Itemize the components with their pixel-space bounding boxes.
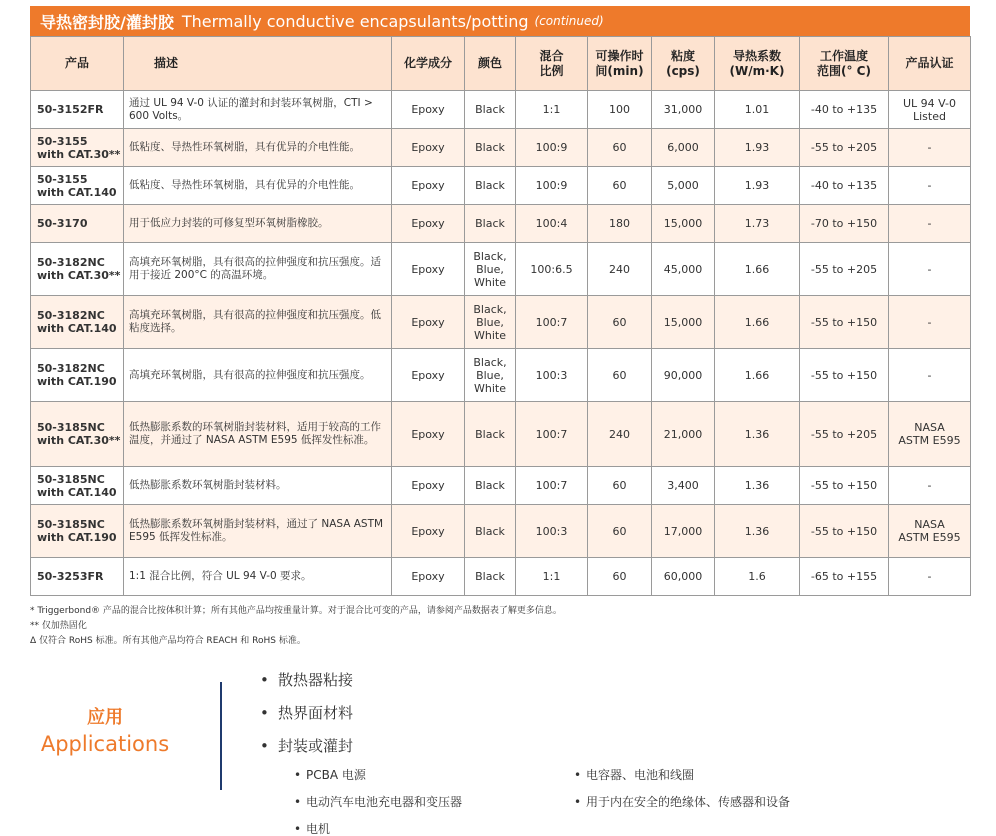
cell-chemistry: Epoxy bbox=[392, 505, 465, 558]
cell-viscosity: 15,000 bbox=[652, 205, 715, 243]
cell-thermal-conductivity: 1.6 bbox=[715, 558, 800, 596]
list-item: • 用于内在安全的绝缘体、传感器和设备 bbox=[574, 789, 790, 816]
cell-product: 50-3182NC with CAT.140 bbox=[31, 296, 124, 349]
cell-color: Black bbox=[465, 505, 516, 558]
cell-thermal-conductivity: 1.93 bbox=[715, 167, 800, 205]
cell-chemistry: Epoxy bbox=[392, 402, 465, 467]
cell-mix-ratio: 100:6.5 bbox=[516, 243, 588, 296]
col-header-viscosity: 粘度 (cps) bbox=[652, 37, 715, 91]
table-header-row bbox=[31, 37, 971, 91]
table-row bbox=[31, 205, 971, 243]
cell-mix-ratio: 100:3 bbox=[516, 505, 588, 558]
cell-temp-range: -55 to +205 bbox=[800, 243, 889, 296]
cell-certification: NASA ASTM E595 bbox=[889, 505, 971, 558]
cell-certification: - bbox=[889, 558, 971, 596]
cell-temp-range: -55 to +205 bbox=[800, 129, 889, 167]
cell-mix-ratio: 100:7 bbox=[516, 402, 588, 467]
bullet-icon: • bbox=[260, 704, 269, 722]
col-header-certification: 产品认证 bbox=[889, 37, 971, 91]
col-header-chemistry: 化学成分 bbox=[392, 37, 465, 91]
cell-certification: NASA ASTM E595 bbox=[889, 402, 971, 467]
applications-divider bbox=[220, 682, 222, 790]
cell-description: 低热膨胀系数的环氧树脂封装材料，适用于较高的工作温度，并通过了 NASA ASTM E595 低挥发性标准。 bbox=[124, 402, 392, 467]
bullet-icon: • bbox=[294, 822, 302, 836]
cell-temp-range: -40 to +135 bbox=[800, 167, 889, 205]
cell-certification: - bbox=[889, 129, 971, 167]
cell-mix-ratio: 100:9 bbox=[516, 167, 588, 205]
cell-product: 50-3155 with CAT.140 bbox=[31, 167, 124, 205]
cell-description: 通过 UL 94 V-0 认证的灌封和封装环氧树脂，CTI > 600 Volts。 bbox=[124, 91, 392, 129]
cell-mix-ratio: 100:7 bbox=[516, 296, 588, 349]
col-header-product: 产品 bbox=[31, 37, 124, 91]
cell-thermal-conductivity: 1.36 bbox=[715, 505, 800, 558]
cell-color: Black bbox=[465, 91, 516, 129]
cell-product: 50-3182NC with CAT.190 bbox=[31, 349, 124, 402]
cell-temp-range: -65 to +155 bbox=[800, 558, 889, 596]
bullet-icon: • bbox=[574, 768, 582, 782]
cell-color: Black, Blue, White bbox=[465, 296, 516, 349]
table-row bbox=[31, 243, 971, 296]
list-item: • 热界面材料 bbox=[260, 697, 353, 730]
cell-temp-range: -55 to +150 bbox=[800, 349, 889, 402]
cell-certification: UL 94 V-0 Listed bbox=[889, 91, 971, 129]
cell-temp-range: -70 to +150 bbox=[800, 205, 889, 243]
table-row bbox=[31, 558, 971, 596]
table-row bbox=[31, 167, 971, 205]
bullet-icon: • bbox=[260, 737, 269, 755]
cell-work-life: 180 bbox=[588, 205, 652, 243]
cell-description: 高填充环氧树脂，具有很高的拉伸强度和抗压强度。适用于接近 200°C 的高温环境。 bbox=[124, 243, 392, 296]
cell-work-life: 60 bbox=[588, 129, 652, 167]
cell-thermal-conductivity: 1.66 bbox=[715, 296, 800, 349]
cell-mix-ratio: 100:4 bbox=[516, 205, 588, 243]
cell-certification: - bbox=[889, 349, 971, 402]
cell-mix-ratio: 1:1 bbox=[516, 91, 588, 129]
bullet-icon: • bbox=[294, 768, 302, 782]
cell-description: 高填充环氧树脂，具有很高的拉伸强度和抗压强度。 bbox=[124, 349, 392, 402]
footnote-heat-cure: ** 仅加热固化 bbox=[30, 621, 87, 631]
cell-description: 低粘度、导热性环氧树脂，具有优异的介电性能。 bbox=[124, 167, 392, 205]
cell-color: Black, Blue, White bbox=[465, 349, 516, 402]
cell-color: Black bbox=[465, 205, 516, 243]
cell-chemistry: Epoxy bbox=[392, 349, 465, 402]
bullet-icon: • bbox=[260, 671, 269, 689]
cell-viscosity: 45,000 bbox=[652, 243, 715, 296]
cell-description: 1:1 混合比例，符合 UL 94 V-0 要求。 bbox=[124, 558, 392, 596]
list-item: • PCBA 电源 bbox=[294, 762, 462, 789]
cell-chemistry: Epoxy bbox=[392, 167, 465, 205]
cell-description: 低热膨胀系数环氧树脂封装材料。 bbox=[124, 467, 392, 505]
cell-product: 50-3155 with CAT.30** bbox=[31, 129, 124, 167]
bullet-icon: • bbox=[294, 795, 302, 809]
cell-certification: - bbox=[889, 296, 971, 349]
col-header-mix-ratio: 混合 比例 bbox=[516, 37, 588, 91]
cell-thermal-conductivity: 1.36 bbox=[715, 402, 800, 467]
cell-viscosity: 21,000 bbox=[652, 402, 715, 467]
title-zh: 导热密封胶/灌封胶 bbox=[40, 12, 174, 32]
footnote-rohs: Δ 仅符合 RoHS 标准。所有其他产品均符合 REACH 和 RoHS 标准。 bbox=[30, 636, 306, 646]
cell-color: Black bbox=[465, 167, 516, 205]
cell-work-life: 100 bbox=[588, 91, 652, 129]
cell-color: Black bbox=[465, 129, 516, 167]
cell-viscosity: 15,000 bbox=[652, 296, 715, 349]
cell-work-life: 60 bbox=[588, 505, 652, 558]
list-item: • 电机 bbox=[294, 816, 462, 836]
cell-thermal-conductivity: 1.01 bbox=[715, 91, 800, 129]
title-en: Thermally conductive encapsulants/potting bbox=[181, 11, 529, 31]
cell-viscosity: 6,000 bbox=[652, 129, 715, 167]
cell-color: Black bbox=[465, 467, 516, 505]
list-item: • 电动汽车电池充电器和变压器 bbox=[294, 789, 462, 816]
cell-description: 用于低应力封装的可修复型环氧树脂橡胶。 bbox=[124, 205, 392, 243]
cell-chemistry: Epoxy bbox=[392, 243, 465, 296]
cell-color: Black, Blue, White bbox=[465, 243, 516, 296]
cell-mix-ratio: 100:9 bbox=[516, 129, 588, 167]
cell-chemistry: Epoxy bbox=[392, 205, 465, 243]
col-header-description: 描述 bbox=[124, 37, 392, 91]
cell-certification: - bbox=[889, 167, 971, 205]
cell-viscosity: 3,400 bbox=[652, 467, 715, 505]
list-item: • 散热器粘接 bbox=[260, 664, 353, 697]
title-continued: (continued) bbox=[534, 14, 604, 28]
cell-description: 低热膨胀系数环氧树脂封装材料，通过了 NASA ASTM E595 低挥发性标准。 bbox=[124, 505, 392, 558]
col-header-temp-range: 工作温度 范围(° C) bbox=[800, 37, 889, 91]
cell-color: Black bbox=[465, 402, 516, 467]
cell-thermal-conductivity: 1.93 bbox=[715, 129, 800, 167]
cell-temp-range: -40 to +135 bbox=[800, 91, 889, 129]
col-header-color: 颜色 bbox=[465, 37, 516, 91]
cell-product: 50-3185NC with CAT.190 bbox=[31, 505, 124, 558]
cell-temp-range: -55 to +150 bbox=[800, 467, 889, 505]
cell-work-life: 60 bbox=[588, 167, 652, 205]
list-item: • 封装或灌封 bbox=[260, 730, 353, 763]
cell-chemistry: Epoxy bbox=[392, 467, 465, 505]
cell-certification: - bbox=[889, 243, 971, 296]
cell-work-life: 60 bbox=[588, 467, 652, 505]
product-spec-table bbox=[30, 36, 971, 596]
cell-viscosity: 5,000 bbox=[652, 167, 715, 205]
cell-work-life: 60 bbox=[588, 296, 652, 349]
cell-product: 50-3185NC with CAT.140 bbox=[31, 467, 124, 505]
applications-heading-en: Applications bbox=[40, 732, 170, 756]
cell-work-life: 240 bbox=[588, 243, 652, 296]
list-item: • 电容器、电池和线圈 bbox=[574, 762, 790, 789]
applications-heading-zh: 应用 bbox=[87, 707, 123, 728]
cell-viscosity: 31,000 bbox=[652, 91, 715, 129]
cell-product: 50-3182NC with CAT.30** bbox=[31, 243, 124, 296]
table-row bbox=[31, 467, 971, 505]
cell-description: 低粘度、导热性环氧树脂，具有优异的介电性能。 bbox=[124, 129, 392, 167]
cell-thermal-conductivity: 1.73 bbox=[715, 205, 800, 243]
table-row bbox=[31, 91, 971, 129]
cell-thermal-conductivity: 1.66 bbox=[715, 243, 800, 296]
cell-description: 高填充环氧树脂，具有很高的拉伸强度和抗压强度。低粘度选择。 bbox=[124, 296, 392, 349]
section-title-bar bbox=[30, 6, 970, 36]
cell-color: Black bbox=[465, 558, 516, 596]
cell-mix-ratio: 1:1 bbox=[516, 558, 588, 596]
table-row bbox=[31, 505, 971, 558]
cell-chemistry: Epoxy bbox=[392, 296, 465, 349]
cell-chemistry: Epoxy bbox=[392, 558, 465, 596]
applications-heading bbox=[30, 706, 180, 758]
cell-work-life: 60 bbox=[588, 349, 652, 402]
cell-viscosity: 60,000 bbox=[652, 558, 715, 596]
cell-product: 50-3253FR bbox=[31, 558, 124, 596]
table-row bbox=[31, 129, 971, 167]
col-header-thermal-conductivity: 导热系数 (W/m·K) bbox=[715, 37, 800, 91]
cell-viscosity: 17,000 bbox=[652, 505, 715, 558]
cell-chemistry: Epoxy bbox=[392, 129, 465, 167]
cell-work-life: 240 bbox=[588, 402, 652, 467]
cell-mix-ratio: 100:3 bbox=[516, 349, 588, 402]
cell-thermal-conductivity: 1.36 bbox=[715, 467, 800, 505]
col-header-work-life: 可操作时 间(min) bbox=[588, 37, 652, 91]
cell-viscosity: 90,000 bbox=[652, 349, 715, 402]
applications-sublist-right bbox=[574, 762, 790, 816]
footnotes bbox=[30, 604, 562, 649]
table-row bbox=[31, 402, 971, 467]
applications-sublist-left bbox=[294, 762, 462, 836]
applications-list bbox=[260, 664, 353, 763]
cell-product: 50-3152FR bbox=[31, 91, 124, 129]
cell-product: 50-3185NC with CAT.30** bbox=[31, 402, 124, 467]
bullet-icon: • bbox=[574, 795, 582, 809]
footnote-mix-ratio: * Triggerbond® 产品的混合比按体积计算；所有其他产品均按重量计算。对于混合比可变的产品，请参阅产品数据表了解更多信息。 bbox=[30, 606, 562, 616]
cell-work-life: 60 bbox=[588, 558, 652, 596]
table-body bbox=[31, 91, 971, 596]
cell-mix-ratio: 100:7 bbox=[516, 467, 588, 505]
cell-temp-range: -55 to +150 bbox=[800, 296, 889, 349]
cell-thermal-conductivity: 1.66 bbox=[715, 349, 800, 402]
cell-temp-range: -55 to +150 bbox=[800, 505, 889, 558]
cell-product: 50-3170 bbox=[31, 205, 124, 243]
cell-chemistry: Epoxy bbox=[392, 91, 465, 129]
table-row bbox=[31, 349, 971, 402]
cell-certification: - bbox=[889, 467, 971, 505]
cell-certification: - bbox=[889, 205, 971, 243]
table-row bbox=[31, 296, 971, 349]
cell-temp-range: -55 to +205 bbox=[800, 402, 889, 467]
